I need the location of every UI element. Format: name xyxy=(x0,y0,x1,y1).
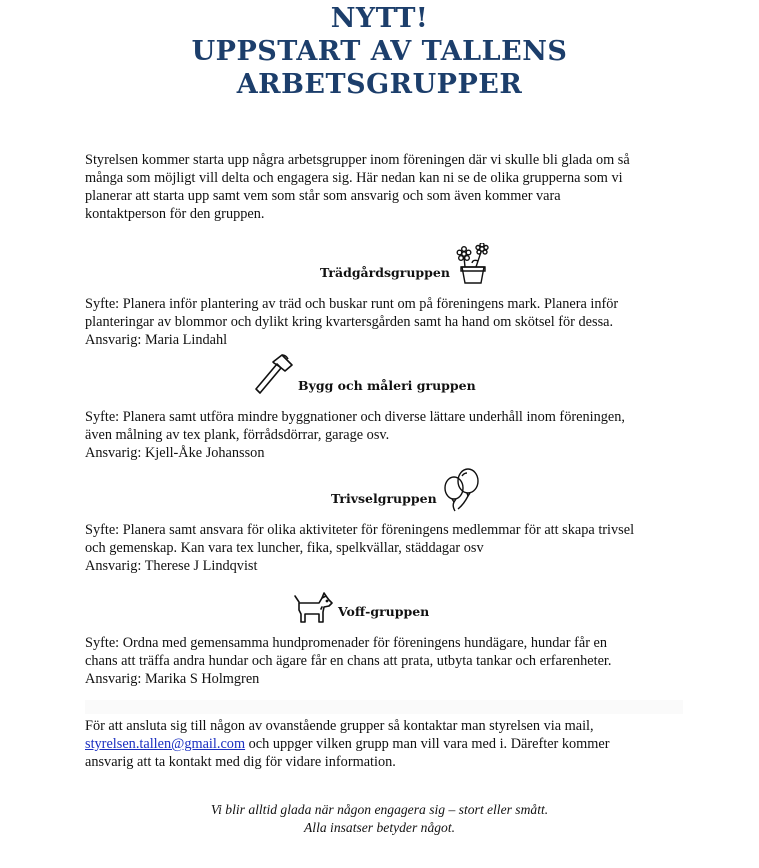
balloons-icon xyxy=(442,468,482,512)
title-line-3: ARBETSGRUPPER xyxy=(236,69,523,100)
divider-shade xyxy=(85,700,683,714)
intro-line: planerar att starta upp samt vem som står som ansvarig och som även kommer vara xyxy=(85,188,561,204)
footer-line-2: Alla insatser betyder något. xyxy=(303,820,456,835)
group-heading-bygg: Bygg och måleri gruppen xyxy=(298,378,476,393)
contact-line-3: ansvarig att ta kontakt med dig för vidare information. xyxy=(85,754,396,770)
group-responsible: Ansvarig: Marika S Holmgren xyxy=(85,671,260,687)
intro-paragraph xyxy=(85,151,685,223)
page-title xyxy=(0,2,759,101)
dog-icon xyxy=(293,592,333,624)
title-line-1: NYTT! xyxy=(330,3,429,34)
group-heading-voff: Voff-gruppen xyxy=(338,604,430,619)
contact-line-2 xyxy=(85,735,685,753)
flower-pot-icon xyxy=(454,243,492,285)
group-responsible: Ansvarig: Maria Lindahl xyxy=(85,332,228,348)
group-text-line: och gemenskap. Kan vara tex luncher, fika, spelkvällar, städdagar osv xyxy=(85,540,484,556)
group-text-line: planteringar av blommor och dylikt kring kvartersgården samt ha hand om skötsel för dessa. xyxy=(85,314,614,330)
group-text-line: chans att träffa andra hundar och ägare får en chans att prata, utbyta tankar och erfarenheter. xyxy=(85,653,612,669)
intro-line: Styrelsen kommer starta upp några arbetsgrupper inom föreningen där vi skulle bli glada om så xyxy=(85,152,630,168)
hammer-icon xyxy=(252,353,294,395)
group-responsible: Ansvarig: Therese J Lindqvist xyxy=(85,558,258,574)
group-body-trivsel xyxy=(85,521,685,575)
contact-line-1: För att ansluta sig till någon av ovanstående grupper så kontaktar man styrelsen via mail, xyxy=(85,718,594,734)
contact-line-2-rest: och uppger vilken grupp man vill vara med i. Därefter kommer xyxy=(245,736,610,752)
title-line-2: UPPSTART AV TALLENS xyxy=(191,36,568,67)
group-body-bygg xyxy=(85,408,685,462)
footer-quote xyxy=(0,801,759,837)
intro-line: kontaktperson för den gruppen. xyxy=(85,206,265,222)
group-heading-trivsel: Trivselgruppen xyxy=(331,491,437,506)
email-link[interactable]: styrelsen.tallen@gmail.com xyxy=(85,736,246,752)
group-text-line: Syfte: Ordna med gemensamma hundpromenader för föreningens hundägare, hundar får en xyxy=(85,635,608,651)
group-text-line: även målning av tex plank, förrådsdörrar, garage osv. xyxy=(85,427,390,443)
group-body-voff xyxy=(85,634,685,688)
contact-paragraph xyxy=(85,717,685,771)
intro-line: många som möjligt vill delta och engagera sig. Här nedan kan ni se de olika grupperna som vi xyxy=(85,170,623,186)
group-heading-tradgard: Trädgårdsgruppen xyxy=(320,265,450,280)
group-text-line: Syfte: Planera inför plantering av träd och buskar runt om på föreningens mark. Planera inför xyxy=(85,296,619,312)
footer-line-1: Vi blir alltid glada när någon engagera sig – stort eller smått. xyxy=(210,802,549,817)
group-text-line: Syfte: Planera samt ansvara för olika aktiviteter för föreningens medlemmar för att skapa trivsel xyxy=(85,522,635,538)
group-responsible: Ansvarig: Kjell-Åke Johansson xyxy=(85,445,265,461)
group-body-tradgard xyxy=(85,295,685,349)
group-text-line: Syfte: Planera samt utföra mindre byggnationer och diverse lättare underhåll inom föreningen, xyxy=(85,409,625,425)
